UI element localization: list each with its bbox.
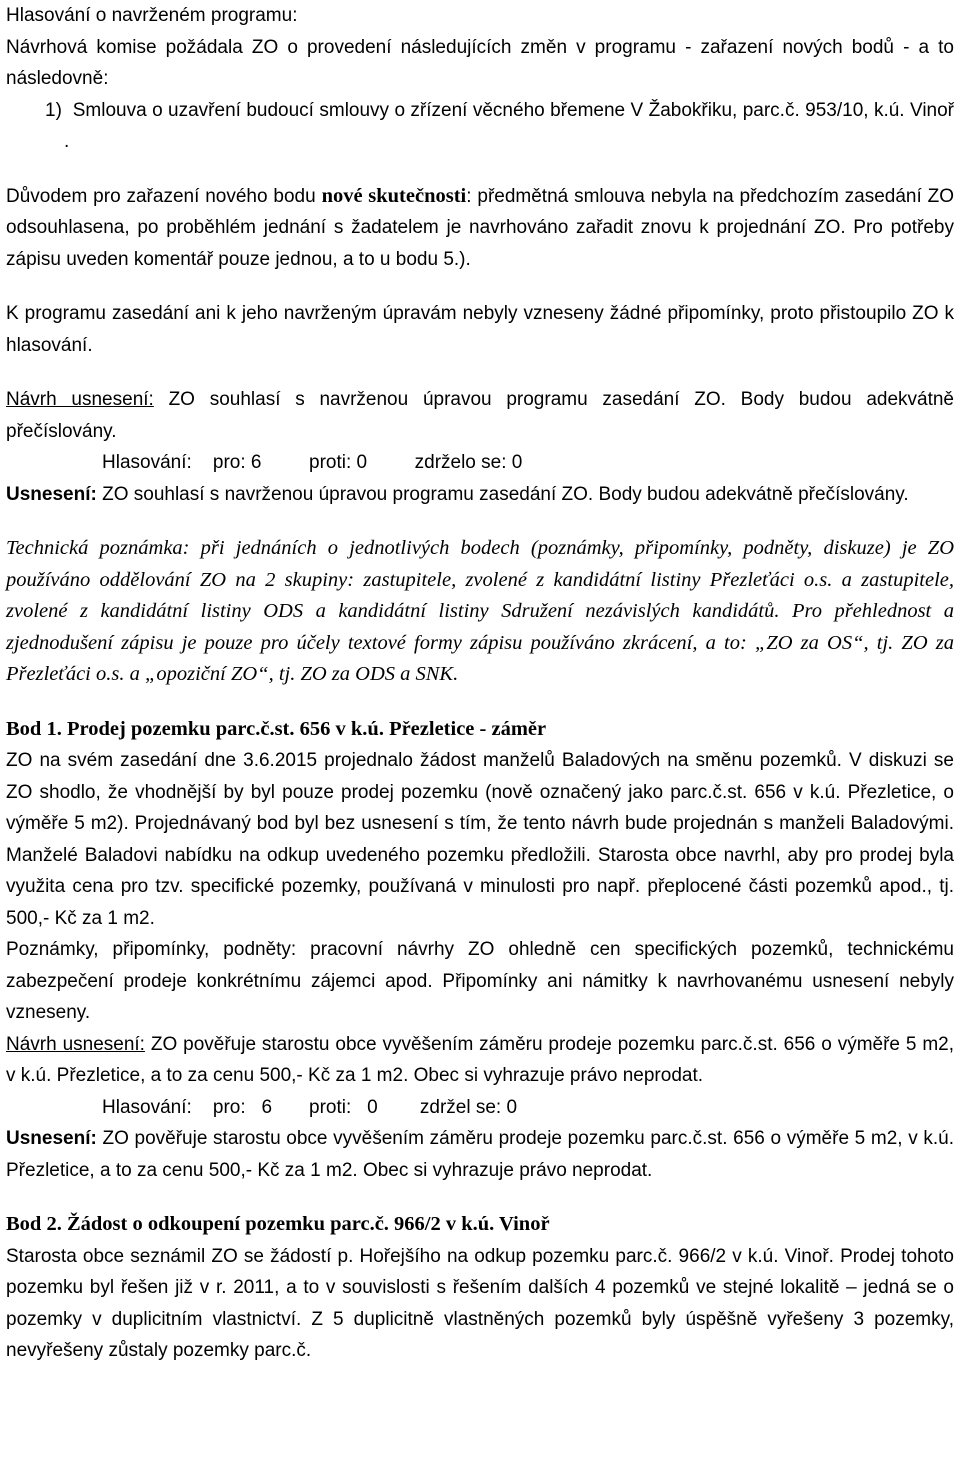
proposal-label: Návrh usnesení: <box>6 1033 145 1055</box>
resolution-text: ZO souhlasí s navrženou úpravou programu zasedání ZO. Body budou adekvátně přečíslovány. <box>96 483 909 505</box>
proposal-label: Návrh usnesení: <box>6 389 154 410</box>
spacer <box>6 1186 954 1209</box>
vote-abstain: zdrželo se: 0 <box>414 452 523 473</box>
program-resolution <box>6 479 954 511</box>
list-item-text: Smlouva o uzavření budoucí smlouvy o zřízení věcného břemene V Žabokřiku, parc.č. 953/10, k.ú. Vinoř . <box>64 99 954 152</box>
reason-post: : předmětná smlouva nebyla na předchozím zasedání ZO odsouhlasena, po proběhlém jednání s žadatelem je navrhováno zařadit znovu k projednání ZO. <box>6 185 955 238</box>
program-proposal <box>6 384 954 447</box>
reason-bold: nové skutečnosti <box>321 184 467 207</box>
program-change-request: Návrhová komise požádala ZO o provedení následujících změn v programu - zařazení nových bodů - a to následovně: <box>6 36 954 89</box>
spacer <box>6 158 954 181</box>
resolution-text: ZO pověřuje starostu obce vyvěšením záměru prodeje pozemku parc.č.st. 656 o výměře 5 m2, v k.ú. Přezletice, a to za cenu 500,- Kč za 1 m2. Obec si vyhrazuje právo neprodat. <box>6 1128 954 1181</box>
spacer <box>6 691 954 714</box>
bod1-comments: Poznámky, připomínky, podněty: pracovní návrhy ZO ohledně cen specifických pozemků, technickému zabezpečení prodeje konkrétnímu zájemci apod. Připomínky ani námitky k navrhovanému usnesení nebyly vzneseny. <box>6 939 954 1023</box>
vote-label: Hlasování: <box>102 452 192 473</box>
program-new-item <box>45 95 954 158</box>
spacer <box>6 361 954 384</box>
spacer <box>6 510 954 533</box>
bod1-vote-result <box>6 1092 954 1124</box>
vote-pro: pro: 6 <box>212 452 262 473</box>
technical-note: Technická poznámka: při jednáních o jednotlivých bodech (poznámky, připomínky, podněty, diskuze) je ZO používáno oddělování ZO na 2 skupiny: zastupitele, zvolené z kandidátní listiny Přezleťáci o.s. a zastupitele, zvolené z kandidátní listiny ODS a kandidátní listiny Sdružení nezávislých kandidátů. Pro přehlednost a zjednodušení zápisu je pouze pro účely textové formy zápisu používáno zkrácení, a to: „ZO za OS“, tj. ZO za Přezleťáci o.s. a „opoziční ZO“, tj. ZO za ODS a SNK. <box>6 537 954 685</box>
vote-pro: pro: 6 <box>212 1096 273 1118</box>
vote-label: Hlasování: <box>102 1096 192 1118</box>
vote-proti: proti: 0 <box>309 452 368 473</box>
vote-abstain: zdržel se: 0 <box>419 1096 518 1118</box>
bod1-resolution <box>6 1123 954 1186</box>
list-number: 1) <box>45 99 62 121</box>
reason-pre: Důvodem pro zařazení nového bodu <box>6 185 322 207</box>
program-vote-result <box>6 447 954 479</box>
bod1-body: ZO na svém zasedání dne 3.6.2015 projednalo žádost manželů Baladových na směnu pozemků. V diskuzi se ZO shodlo, že vhodnější by byl pouze prodej pozemku (nově označený jako parc.č.st. 656 v k.ú. Přezletice, o výměře 5 m2). Projednávaný bod byl bez usnesení s tím, že tento návrh bude projednán s manželi Baladovými. Manželé Baladovi nabídku na odkup uvedeného pozemku předložili. Starosta obce navrhl, aby pro prodej byla využita cena pro tzv. specifické pozemky, používaná v minulosti pro např. přeplocené části pozemků apod., tj. 500,- Kč za 1 m2. <box>6 750 954 929</box>
vote-proti: proti: 0 <box>309 1096 378 1118</box>
proposal-text: ZO pověřuje starostu obce vyvěšením záměru prodeje pozemku parc.č.st. 656 o výměře 5 m2, v k.ú. Přezletice, a to za cenu 500,- Kč za 1 m2. Obec si vyhrazuje právo neprodat. <box>6 1033 954 1086</box>
spacer <box>6 275 954 298</box>
bod1-proposal <box>6 1029 954 1092</box>
bod1-heading: Bod 1. Prodej pozemku parc.č.st. 656 v k.ú. Přezletice - záměr <box>6 717 547 740</box>
bod2-body: Starosta obce seznámil ZO se žádostí p. Hořejšího na odkup pozemku parc.č. 966/2 v k.ú. Vinoř. Prodej tohoto pozemku byl řešen již v r. 2011, a to v souvislosti s řešením dalších 4 pozemků ve stejné lokalitě – jedná se o pozemky v duplicitním vlastnictví. Z 5 duplicitně vlastněných pozemků byly úspěšně vyřešeny 3 pozemky, nevyřešeny zůstaly pozemky parc.č. <box>6 1245 954 1361</box>
resolution-label: Usnesení: <box>6 1128 97 1149</box>
proposal-text: ZO souhlasí s navrženou úpravou programu zasedání ZO. Body budou adekvátně přečíslovány. <box>6 389 954 442</box>
bod2-heading: Bod 2. Žádost o odkoupení pozemku parc.č. 966/2 v k.ú. Vinoř <box>6 1213 550 1235</box>
reason-tail: Pro potřeby zápisu uveden komentář pouze jednou, a to u bodu 5.). <box>6 217 954 270</box>
program-vote-heading: Hlasování o navrženém programu: <box>6 5 298 26</box>
resolution-label: Usnesení: <box>6 483 97 505</box>
no-comments-paragraph: K programu zasedání ani k jeho navrženým úpravám nebyly vzneseny žádné připomínky, proto přistoupilo ZO k hlasování. <box>6 303 954 356</box>
reason-paragraph <box>6 181 954 276</box>
